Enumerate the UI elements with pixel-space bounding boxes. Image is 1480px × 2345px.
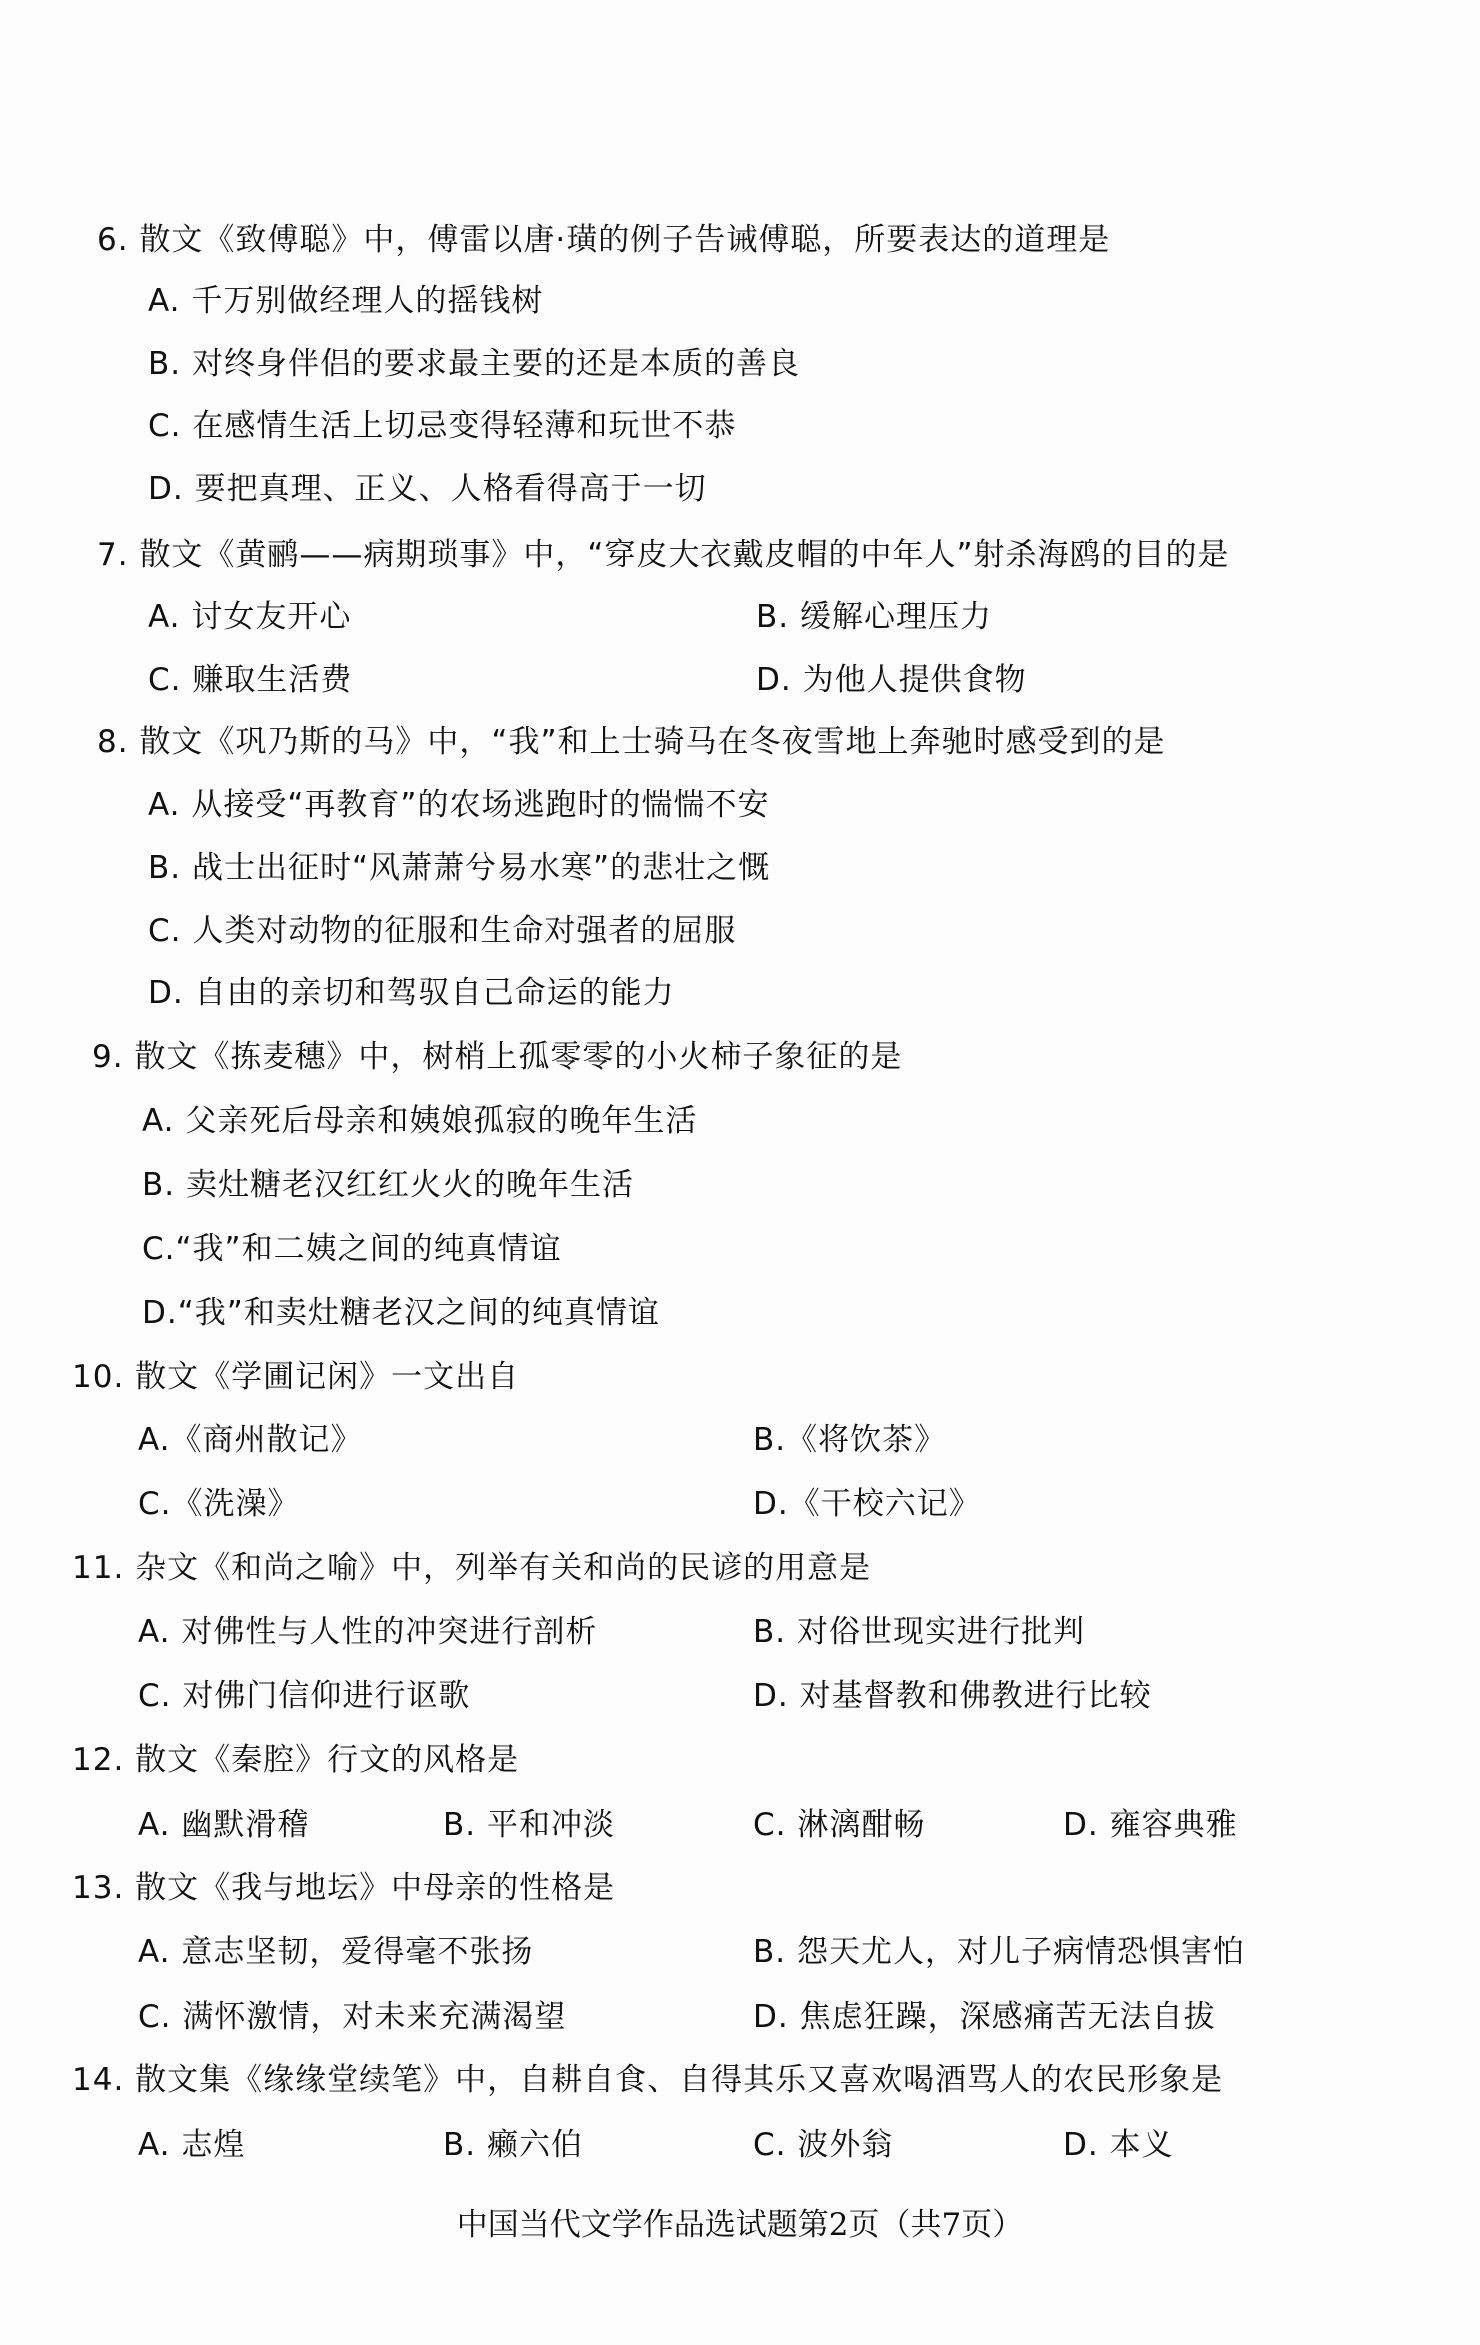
question-14-stem	[72, 2060, 1223, 2100]
question-7-stem	[97, 535, 1230, 575]
q8-option-a: A. 从接受“再教育”的农场逃跑时的惴惴不安	[148, 787, 770, 823]
question-11-stem	[72, 1548, 871, 1588]
q11-option-c: C. 对佛门信仰进行讴歌	[138, 1678, 471, 1714]
q6-option-d: D. 要把真理、正义、人格看得高于一切	[148, 471, 707, 507]
q6-option-c: C. 在感情生活上切忌变得轻薄和玩世不恭	[148, 408, 737, 444]
question-text: 散文《拣麦穗》中，树梢上孤零零的小火柿子象征的是	[134, 1039, 903, 1075]
q14-option-b: B. 癞六伯	[443, 2127, 583, 2163]
question-12-stem	[72, 1740, 519, 1780]
question-text: 杂文《和尚之喻》中，列举有关和尚的民谚的用意是	[135, 1550, 872, 1586]
q9-option-d: D.“我”和卖灶糖老汉之间的纯真情谊	[142, 1295, 660, 1331]
question-text: 散文《黄鹂——病期琐事》中，“穿皮大衣戴皮帽的中年人”射杀海鸥的目的是	[139, 537, 1230, 573]
question-text: 散文《我与地坛》中母亲的性格是	[135, 1870, 616, 1906]
q10-option-a: A.《商州散记》	[138, 1422, 363, 1458]
q9-option-a: A. 父亲死后母亲和姨娘孤寂的晚年生活	[142, 1103, 698, 1139]
question-number: 14.	[72, 2062, 125, 2098]
question-6-stem	[97, 220, 1110, 260]
q14-option-a: A. 志煌	[138, 2127, 246, 2163]
question-number: 7.	[97, 537, 129, 573]
question-number: 8.	[97, 724, 129, 760]
question-number: 11.	[72, 1550, 125, 1586]
question-13-stem	[72, 1868, 615, 1908]
q8-option-c: C. 人类对动物的征服和生命对强者的屈服	[148, 913, 737, 949]
question-8-stem	[97, 722, 1166, 762]
q8-option-d: D. 自由的亲切和驾驭自己命运的能力	[148, 975, 675, 1011]
question-number: 12.	[72, 1742, 125, 1778]
question-text: 散文集《缘缘堂续笔》中，自耕自食、自得其乐又喜欢喝酒骂人的农民形象是	[135, 2062, 1224, 2098]
q12-option-c: C. 淋漓酣畅	[753, 1807, 926, 1843]
q12-option-b: B. 平和冲淡	[443, 1807, 615, 1843]
question-number: 10.	[72, 1359, 125, 1395]
q10-option-c: C.《洗澡》	[138, 1486, 300, 1522]
q13-option-d: D. 焦虑狂躁，深感痛苦无法自拔	[753, 1999, 1216, 2035]
q14-option-d: D. 本义	[1063, 2127, 1174, 2163]
q13-option-b: B. 怨天尤人，对儿子病情恐惧害怕	[753, 1934, 1245, 1970]
q11-option-b: B. 对俗世现实进行批判	[753, 1614, 1085, 1650]
q13-option-c: C. 满怀激情，对未来充满渴望	[138, 1999, 567, 2035]
question-9-stem	[92, 1037, 902, 1077]
q12-option-d: D. 雍容典雅	[1063, 1807, 1238, 1843]
question-number: 13.	[72, 1870, 125, 1906]
question-number: 6.	[97, 222, 129, 258]
q8-option-b: B. 战士出征时“风萧萧兮易水寒”的悲壮之慨	[148, 850, 771, 886]
q10-option-b: B.《将饮茶》	[753, 1422, 947, 1458]
question-number: 9.	[92, 1039, 124, 1075]
q9-option-c: C.“我”和二姨之间的纯真情谊	[142, 1231, 562, 1267]
q13-option-a: A. 意志坚韧，爱得毫不张扬	[138, 1934, 534, 1970]
question-text: 散文《学圃记闲》一文出自	[135, 1359, 520, 1395]
question-text: 散文《致傅聪》中，傅雷以唐·璜的例子告诫傅聪，所要表达的道理是	[139, 222, 1111, 258]
q6-option-a: A. 千万别做经理人的摇钱树	[148, 283, 544, 319]
q10-option-d: D.《干校六记》	[753, 1486, 981, 1522]
q9-option-b: B. 卖灶糖老汉红红火火的晚年生活	[142, 1167, 634, 1203]
question-text: 散文《巩乃斯的马》中，“我”和上士骑马在冬夜雪地上奔驰时感受到的是	[139, 724, 1166, 760]
question-10-stem	[72, 1357, 519, 1397]
q7-option-d: D. 为他人提供食物	[756, 662, 1027, 698]
q7-option-a: A. 讨女友开心	[148, 599, 352, 635]
q11-option-d: D. 对基督教和佛教进行比较	[753, 1678, 1152, 1714]
page-footer: 中国当代文学作品选试题第2页（共7页）	[456, 2207, 1024, 2243]
q11-option-a: A. 对佛性与人性的冲突进行剖析	[138, 1614, 598, 1650]
q6-option-b: B. 对终身伴侣的要求最主要的还是本质的善良	[148, 346, 800, 382]
q12-option-a: A. 幽默滑稽	[138, 1807, 310, 1843]
question-text: 散文《秦腔》行文的风格是	[135, 1742, 520, 1778]
q7-option-c: C. 赚取生活费	[148, 662, 353, 698]
q14-option-c: C. 波外翁	[753, 2127, 894, 2163]
q7-option-b: B. 缓解心理压力	[756, 599, 992, 635]
